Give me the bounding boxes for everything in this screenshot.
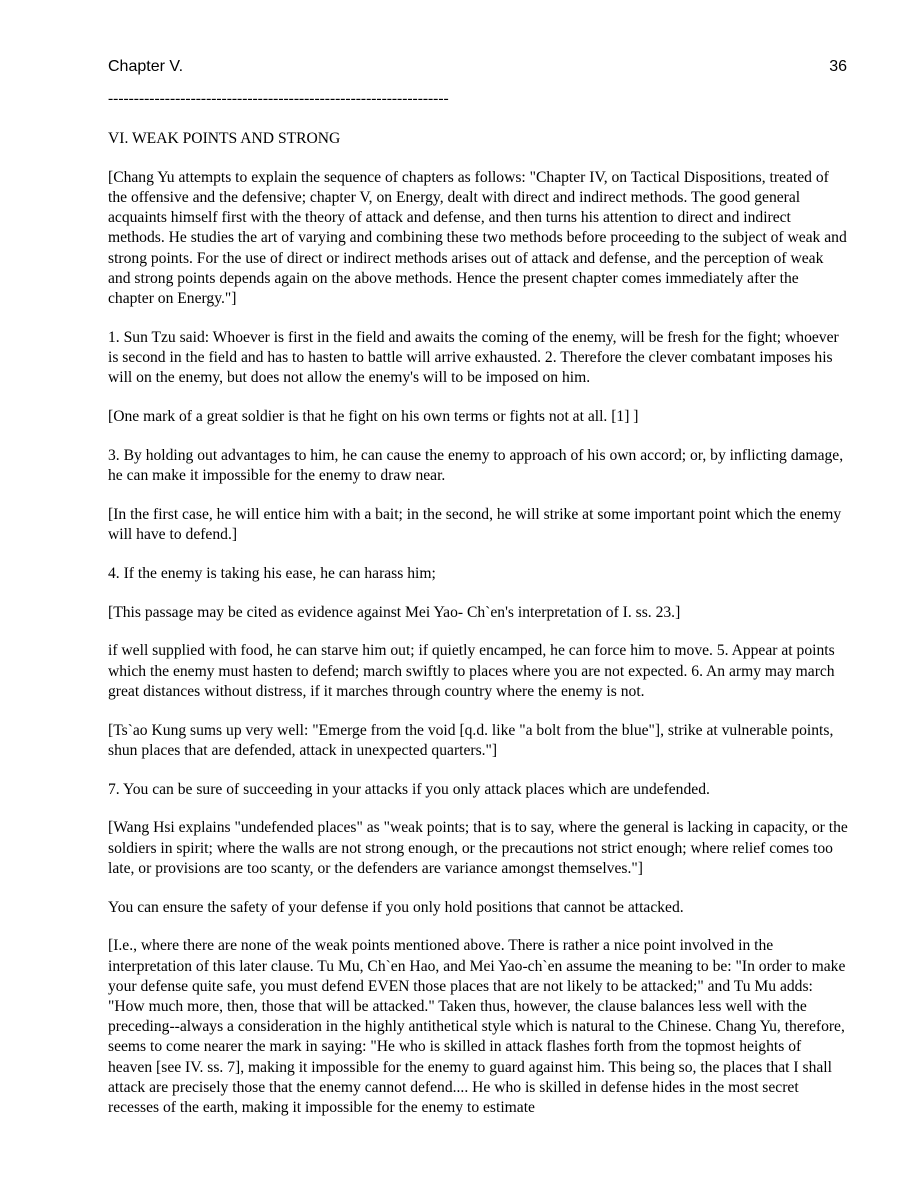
chapter-heading: Chapter V. [108,58,184,75]
paragraph: [One mark of a great soldier is that he fight on his own terms or fights not at all. [1] ] [108,408,639,426]
paragraph: 4. If the enemy is taking his ease, he can harass him; [108,564,436,582]
paragraph: You can ensure the safety of your defense if you only hold positions that cannot be attacked. [108,898,684,916]
section-title: VI. WEAK POINTS AND STRONG [108,130,341,147]
page-number: 36 [829,58,847,75]
separator-rule: ------------------------------------------------------------------ [108,90,449,107]
paragraph: [This passage may be cited as evidence against Mei Yao- Ch`en's interpretation of I. ss. 23.] [108,603,681,621]
paragraph: [In the first case, he will entice him with a bait; in the second, he will strike at some important point which the enemy will have to defend.] [108,505,842,544]
body-text [108,129,848,1137]
paragraph: [I.e., where there are none of the weak points mentioned above. There is rather a nice point involved in the interpretation of this later clause. Tu Mu, Ch`en Hao, and Mei Yao-ch`en assume the meaning to be: "In order to make your defense quite safe, you must defend EVEN those places that are not likely to be attacked;" and Tu Mu adds: "How much more, then, those that will be attacked." Taken thus, however, the clause balances less well with the preceding--always a consideration in the highly antithetical style which is natural to the Chinese. Chang Yu, therefore, seems to come nearer the mark in saying: "He who is skilled in attack flashes forth from the topmost heights of heaven [see IV. ss. 7], making it impossible for the enemy to guard against him. This being so, the places that I shall attack are precisely those that the enemy cannot defend.... He who is skilled in defense hides in the most secret recesses of the earth, making it impossible for the enemy to estimate [108,937,846,1117]
paragraph: if well supplied with food, he can starve him out; if quietly encamped, he can force him to move. 5. Appear at points which the enemy must hasten to defend; march swiftly to places where you are not expected. 6. An army may march great distances without distress, if it marches through country where the enemy is not. [108,642,835,700]
paragraph: [Chang Yu attempts to explain the sequence of chapters as follows: "Chapter IV, on Tactical Dispositions, treated of the offensive and the defensive; chapter V, on Energy, dealt with direct and indirect methods. The good general acquaints himself first with the theory of attack and defense, and then turns his attention to direct and indirect methods. He studies the art of varying and combining these two methods before proceeding to the subject of weak and strong points. For the use of direct or indirect methods arises out of attack and defense, and the perception of weak and strong points depends again on the above methods. Hence the present chapter comes immediately after the chapter on Energy."] [108,168,847,308]
paragraph: [Wang Hsi explains "undefended places" as "weak points; that is to say, where the general is lacking in capacity, or the soldiers in spirit; where the walls are not strong enough, or the precautions not strict enough; where relief comes too late, or provisions are too scanty, or the defenders are variance amongst themselves."] [108,819,848,877]
paragraph: 3. By holding out advantages to him, he can cause the enemy to approach of his own accord; or, by inflicting damage, he can make it impossible for the enemy to draw near. [108,446,844,485]
paragraph: 1. Sun Tzu said: Whoever is first in the field and awaits the coming of the enemy, will be fresh for the fight; whoever is second in the field and has to hasten to battle will arrive exhausted. 2. Therefore the clever combatant imposes his will on the enemy, but does not allow the enemy's will to be imposed on him. [108,328,839,387]
paragraph: [Ts`ao Kung sums up very well: "Emerge from the void [q.d. like "a bolt from the blue"], strike at vulnerable points, shun places that are defended, attack in unexpected quarters."] [108,721,834,759]
paragraph: 7. You can be sure of succeeding in your attacks if you only attack places which are undefended. [108,780,710,798]
